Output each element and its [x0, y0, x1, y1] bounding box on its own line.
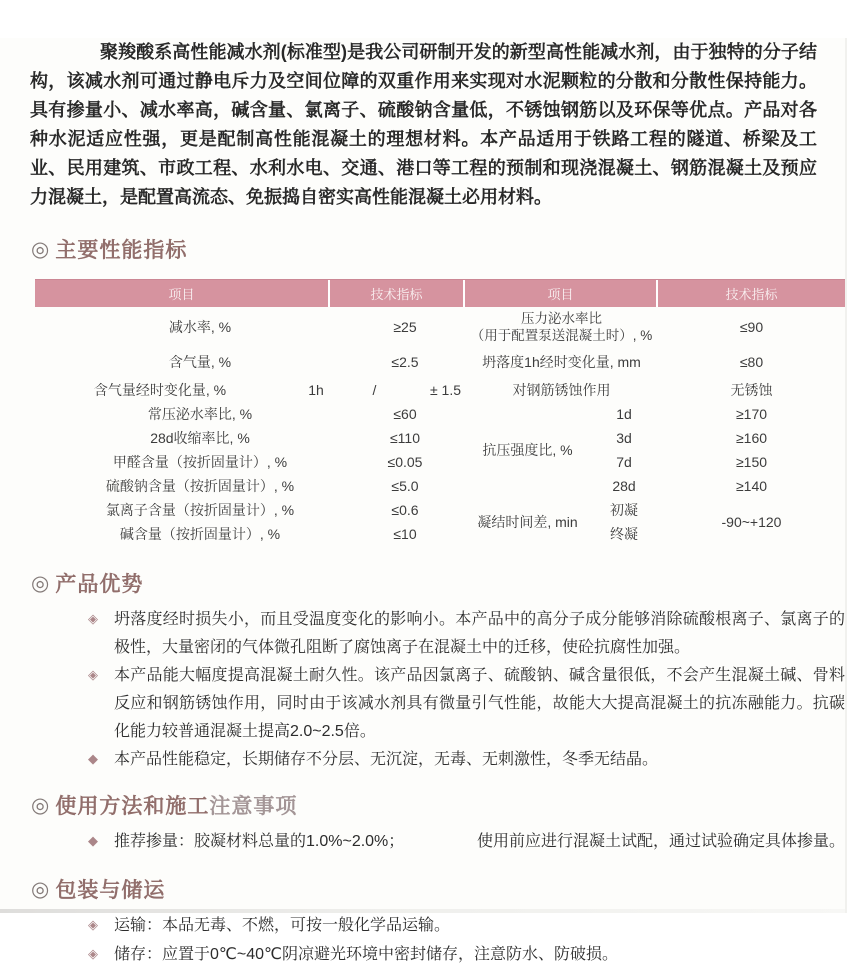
section-marker-icon: ◎	[31, 793, 51, 817]
section-marker-icon: ◎	[31, 571, 51, 595]
table-row	[35, 498, 465, 522]
item-label: 氯离子含量（按折固量计）, %	[105, 502, 295, 518]
item-label: 含气量, %	[168, 354, 232, 370]
age-label: 1d	[616, 406, 632, 422]
section-heading-packaging	[31, 874, 847, 904]
packaging-list	[88, 912, 845, 969]
diamond-bullet-icon: ◆	[88, 751, 98, 766]
spec-value: ≥170	[735, 406, 768, 422]
list-item-text: 运输：本品无毒、不燃，可按一般化学品运输。	[114, 917, 451, 934]
sub-label: 终凝	[610, 526, 638, 542]
table-row	[590, 402, 845, 426]
spec-value: ≥25	[393, 319, 417, 335]
table-row	[35, 307, 465, 347]
section-heading-advantages	[31, 568, 847, 598]
spec-value: ≤0.6	[391, 502, 419, 518]
group-label: 凝结时间差, min	[477, 514, 578, 530]
table-row	[590, 450, 845, 474]
list-item	[88, 662, 845, 746]
column-header: 技术指标	[330, 280, 465, 307]
table-body	[35, 307, 845, 546]
table-row	[465, 307, 845, 347]
dosage-trial-note: 使用前应进行混凝土试配，通过试验确定具体掺量。	[476, 833, 845, 850]
item-label	[465, 310, 658, 344]
diamond-bullet-icon: ◈	[88, 946, 98, 961]
spec-value: -90~+120	[721, 514, 782, 530]
item-label: 常压泌水率比, %	[147, 406, 253, 422]
diamond-bullet-icon: ◈	[88, 667, 98, 682]
column-header: 项目	[465, 280, 658, 307]
usage-list	[88, 828, 845, 856]
setting-time-group	[465, 498, 845, 546]
table-row	[35, 522, 465, 546]
section-title: 产品优势	[55, 573, 144, 596]
item-sub-label: 1h	[308, 381, 324, 398]
spec-value: ≤0.05	[387, 454, 423, 470]
item-label: 甲醛含量（按折固量计）, %	[112, 454, 288, 470]
list-item-text: 储存：应置于0℃~40℃阴凉避光环境中密封储存，注意防水、防破损。	[114, 946, 618, 963]
spec-value: ≤90	[739, 319, 764, 335]
table-row	[35, 426, 465, 450]
list-item-text: 本产品性能稳定，长期储存不分层、无沉淀，无毒、无刺激性，冬季无结晶。	[114, 751, 659, 768]
spec-value: ≤80	[739, 354, 764, 370]
intro-paragraph: 聚羧酸系高性能减水剂(标准型)是我公司研制开发的新型高性能减水剂，由于独特的分子结构，该减水剂可通过静电斥力及空间位障的双重作用来实现对水泥颗粒的分散和分散性保持能力。具有掺量小、减水率高，碱含量、氯离子、硫酸钠含量低，不锈蚀钢筋以及环保等优点。产品对各种水泥适应性强，更是配制高性能混凝土的理想材料。本产品适用于铁路工程的隧道、桥梁及工业、民用建筑、市政工程、水利水电、交通、港口等工程的预制和现浇混凝土、钢筋混凝土及预应力混凝土，是配置高流态、免振捣自密实高性能混凝土必用材料。	[30, 42, 817, 207]
table-row	[465, 377, 845, 402]
group-label: 抗压强度比, %	[482, 442, 573, 458]
table-row	[35, 347, 465, 377]
table-row	[35, 377, 465, 402]
item-label: 含气量经时变化量, %	[93, 381, 227, 398]
table-row	[590, 426, 845, 450]
table-row	[590, 474, 845, 498]
spec-value: ≥140	[735, 478, 768, 494]
table-row	[35, 402, 465, 426]
list-item	[88, 828, 845, 856]
section-heading-usage	[31, 790, 847, 820]
dosage-recommendation: 推荐掺量：胶凝材料总量的1.0%~2.0%；	[114, 833, 405, 850]
column-header: 项目	[35, 280, 330, 307]
spec-value: ≤10	[393, 526, 417, 542]
age-label: 3d	[616, 430, 632, 446]
age-label: 7d	[616, 454, 632, 470]
age-label: 28d	[612, 478, 636, 494]
spec-value: ≤2.5	[391, 354, 419, 370]
table-left-half	[35, 307, 465, 546]
table-header-row	[35, 279, 845, 307]
item-label: 碱含量（按折固量计）, %	[119, 526, 281, 542]
section-marker-icon: ◎	[31, 237, 51, 261]
item-label: 对钢筋锈蚀作用	[512, 381, 611, 398]
item-label: 硫酸钠含量（按折固量计）, %	[105, 478, 295, 494]
spec-value: 无锈蚀	[730, 381, 773, 398]
strength-ratio-group	[465, 402, 845, 498]
list-item-text: 本产品能大幅度提高混凝土耐久性。该产品因氯离子、硫酸钠、碱含量很低，不会产生混凝土碱、骨料反应和钢筋锈蚀作用，同时由于该减水剂具有微量引气性能，故能大大提高混凝土的抗冻融能力。抗碳化能力较普通混凝土提高2.0~2.5倍。	[114, 667, 845, 740]
advantages-list	[88, 606, 845, 774]
table-row	[35, 474, 465, 498]
spec-value: ≤110	[389, 430, 420, 446]
diamond-bullet-icon: ◈	[88, 611, 98, 626]
spec-value: ≥160	[735, 430, 768, 446]
slash-separator: /	[372, 381, 377, 398]
section-marker-icon: ◎	[31, 877, 51, 901]
performance-table	[35, 279, 845, 546]
diamond-bullet-icon: ◈	[88, 917, 98, 932]
spec-value: ≤5.0	[391, 478, 419, 494]
section-heading-performance	[31, 234, 847, 264]
list-item-text	[114, 828, 845, 856]
item-label: 减水率, %	[168, 319, 232, 335]
item-label-line2: （用于配置泵送混凝土时）, %	[470, 328, 653, 343]
table-row	[35, 450, 465, 474]
section-title: 主要性能指标	[55, 239, 188, 262]
list-item	[88, 746, 845, 774]
scan-edge-bottom	[0, 909, 847, 913]
list-item	[88, 912, 845, 940]
section-title-suffix: 注意事项	[209, 795, 298, 818]
column-header: 技术指标	[725, 287, 778, 302]
table-row	[465, 347, 845, 377]
list-item	[88, 941, 845, 969]
section-title: 包装与储运	[55, 879, 166, 902]
item-label: 坍落度1h经时变化量, mm	[482, 354, 641, 370]
section-title: 使用方法和施工	[55, 795, 210, 818]
diamond-bullet-icon: ◆	[88, 833, 98, 848]
list-item	[88, 606, 845, 662]
spec-value: ≤60	[393, 406, 417, 422]
document-page	[0, 38, 847, 963]
group-sub-rows	[590, 402, 845, 498]
spec-value: ≥150	[735, 454, 768, 470]
group-sub-rows	[590, 498, 658, 546]
list-item-text: 坍落度经时损失小，而且受温度变化的影响小。本产品中的高分子成分能够消除硫酸根离子、氯离子的极性，大量密闭的气体微孔阻断了腐蚀离子在混凝土中的迁移，使砼抗腐性加强。	[114, 611, 845, 656]
item-label: 28d收缩率比, %	[150, 430, 250, 446]
spec-value: ± 1.5	[429, 381, 461, 398]
table-right-half	[465, 307, 845, 546]
item-label-line1: 压力泌水率比	[521, 311, 602, 326]
sub-label: 初凝	[610, 502, 638, 518]
